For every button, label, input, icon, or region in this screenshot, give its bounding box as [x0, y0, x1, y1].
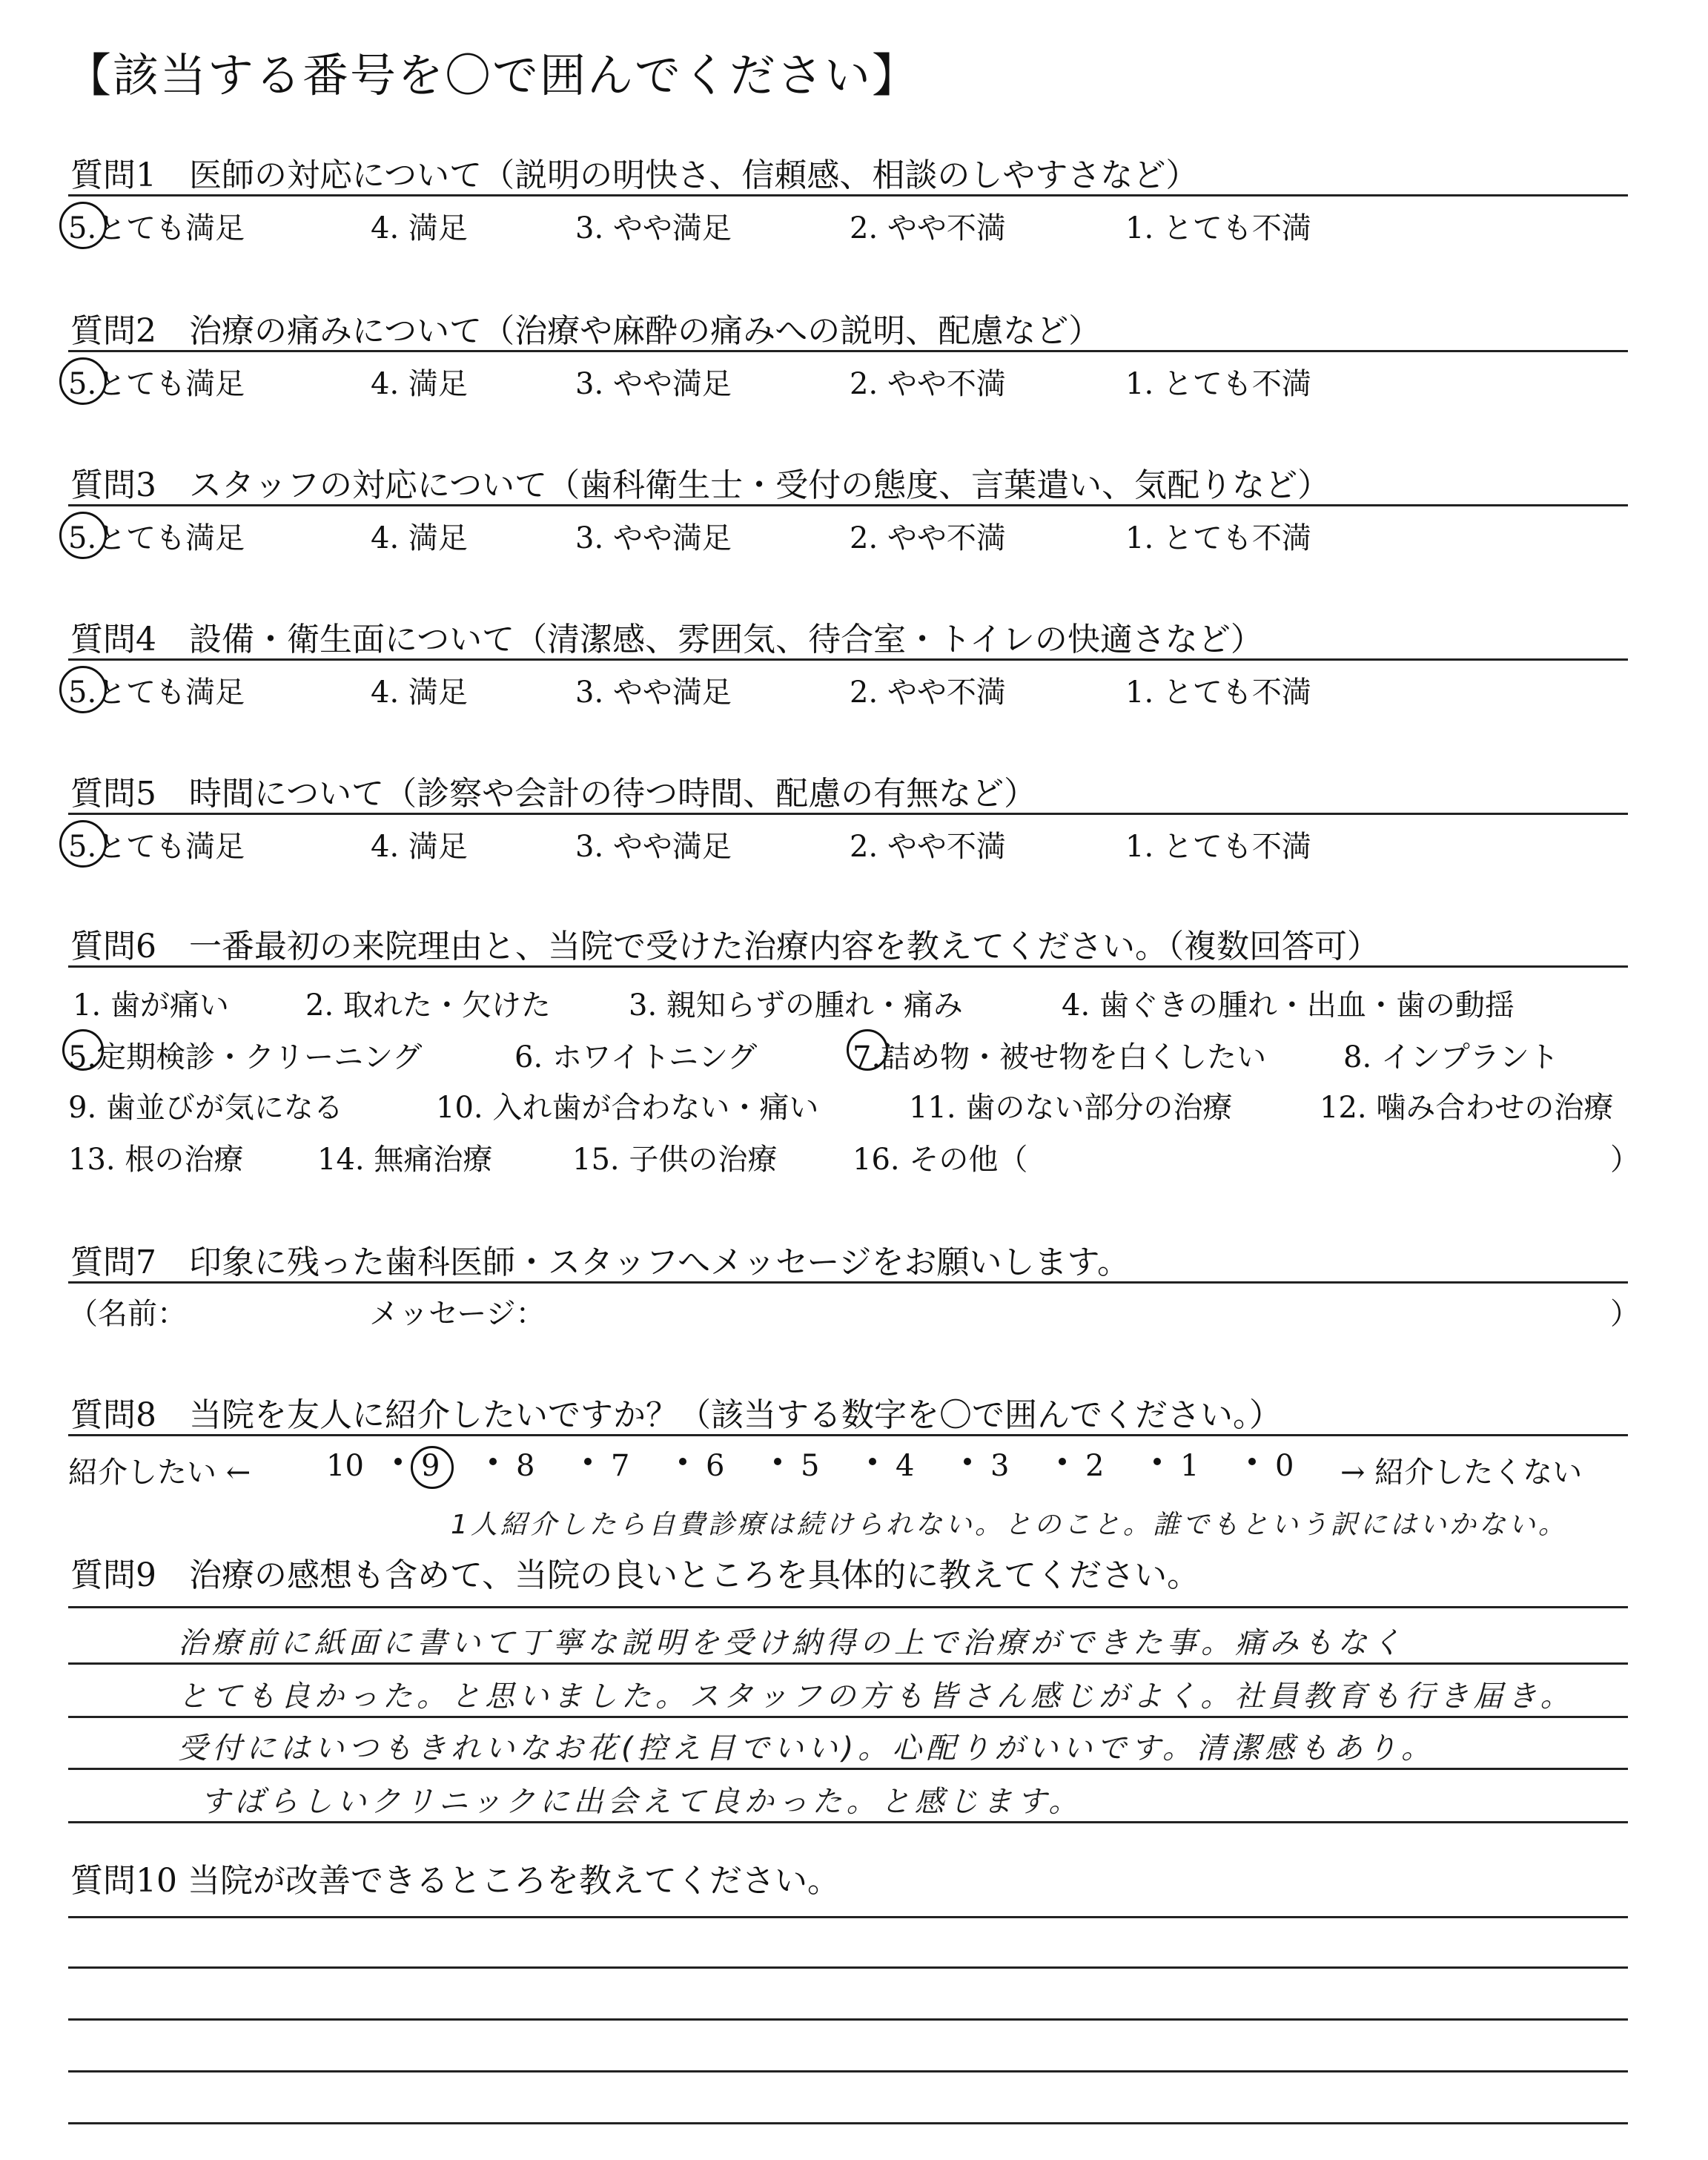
answer-rule — [68, 2018, 1628, 2021]
rating-option: 3. やや満足 — [575, 367, 732, 401]
scale-dot — [774, 1458, 781, 1465]
question-rule — [68, 194, 1628, 196]
q8-scale-number: 9 — [421, 1449, 440, 1483]
q8-scale-number: 4 — [896, 1449, 915, 1483]
scale-dot — [1248, 1458, 1256, 1465]
q8-scale-number: 0 — [1275, 1449, 1294, 1483]
rating-option: 3. やや満足 — [575, 521, 732, 555]
q6-item: 4. 歯ぐきの腫れ・出血・歯の動揺 — [1062, 988, 1515, 1023]
scale-dot — [679, 1458, 686, 1465]
q9-handwritten-line: すばらしいクリニックに出会えて良かった。と感じます。 — [200, 1785, 1083, 1819]
selection-circle — [59, 202, 107, 249]
q8-title: 質問8 当院を友人に紹介したいですか？（該当する数字を〇で囲んでください。） — [70, 1396, 1282, 1434]
answer-rule — [68, 1966, 1628, 1969]
question-title: 質問1 医師の対応について（説明の明快さ、信頼感、相談のしやすさなど） — [70, 156, 1199, 194]
q6-item: 9. 歯並びが気になる — [68, 1091, 343, 1125]
rating-option: 2. やや不満 — [850, 830, 1006, 864]
q6-item: 6. ホワイトニング — [514, 1040, 758, 1074]
q6-title: 質問6 一番最初の来院理由と、当院で受けた治療内容を教えてください。（複数回答可） — [70, 928, 1380, 965]
rating-option: 1. とても不満 — [1125, 521, 1311, 555]
answer-rule — [68, 1916, 1628, 1918]
q9-rule — [68, 1606, 1628, 1608]
scale-dot — [584, 1458, 592, 1465]
q7-message-label: メッセージ： — [369, 1297, 546, 1331]
q6-item: 14. 無痛治療 — [317, 1143, 493, 1177]
question-title: 質問5 時間について（診察や会計の待つ時間、配慮の有無など） — [70, 775, 1037, 813]
answer-rule — [68, 1662, 1628, 1665]
answer-rule — [68, 1821, 1628, 1823]
rating-option: 5.とても満足 — [68, 211, 245, 245]
q9-handwritten-line: とても良かった。と思いました。スタッフの方も皆さん感じがよく。社員教育も行き届き。 — [178, 1680, 1575, 1714]
rating-option: 5.とても満足 — [68, 676, 245, 710]
selection-circle — [411, 1446, 454, 1489]
answer-rule — [68, 2070, 1628, 2073]
page-header: 【該当する番号を〇で囲んでください】 — [65, 48, 920, 102]
q9-handwritten-line: 治療前に紙面に書いて丁寧な説明を受け納得の上で治療ができた事。痛みもなく — [178, 1626, 1406, 1660]
q6-item: 3. 親知らずの腫れ・痛み — [629, 988, 963, 1023]
scale-dot — [869, 1458, 876, 1465]
rating-option: 4. 満足 — [371, 211, 468, 245]
rating-option: 2. やや不満 — [850, 676, 1006, 710]
q6-item: 10. 入れ歯が合わない・痛い — [436, 1091, 819, 1125]
q8-scale-number: 1 — [1180, 1449, 1199, 1483]
rating-option: 1. とても不満 — [1125, 211, 1311, 245]
rating-option: 4. 満足 — [371, 830, 468, 864]
q10-title: 質問10 当院が改善できるところを教えてください。 — [70, 1862, 840, 1900]
question-title: 質問4 設備・衛生面について（清潔感、雰囲気、待合室・トイレの快適さなど） — [70, 621, 1263, 658]
q8-handwritten-note: 1人紹介したら自費診療は続けられない。とのこと。誰でもという訳にはいかない。 — [451, 1510, 1568, 1540]
q6-item: 5.定期検診・クリーニング — [68, 1040, 423, 1074]
q6-close-paren: ） — [1610, 1143, 1640, 1177]
rating-option: 2. やや不満 — [850, 521, 1006, 555]
q9-title: 質問9 治療の感想も含めて、当院の良いところを具体的に教えてください。 — [70, 1556, 1200, 1594]
answer-rule — [68, 1716, 1628, 1718]
question-title: 質問2 治療の痛みについて（治療や麻酔の痛みへの説明、配慮など） — [70, 312, 1102, 350]
rating-option: 5.とても満足 — [68, 521, 245, 555]
rating-option: 2. やや不満 — [850, 211, 1006, 245]
rating-option: 2. やや不満 — [850, 367, 1006, 401]
q6-item: 7.詰め物・被せ物を白くしたい — [853, 1040, 1267, 1074]
q8-scale-number: 7 — [611, 1449, 630, 1483]
q8-rule — [68, 1434, 1628, 1436]
q7-rule — [68, 1281, 1628, 1284]
rating-option: 3. やや満足 — [575, 676, 732, 710]
scale-dot — [489, 1458, 497, 1465]
q7-title: 質問7 印象に残った歯科医師・スタッフへメッセージをお願いします。 — [70, 1244, 1130, 1281]
q6-item: 8. インプラント — [1343, 1040, 1559, 1074]
scale-dot — [1153, 1458, 1161, 1465]
rating-option: 3. やや満足 — [575, 211, 732, 245]
q6-item: 12. 噛み合わせの治療 — [1320, 1091, 1614, 1125]
answer-rule — [68, 2122, 1628, 2124]
scale-dot — [964, 1458, 971, 1465]
selection-circle — [59, 666, 107, 713]
answer-rule — [68, 1768, 1628, 1770]
question-rule — [68, 504, 1628, 506]
q6-item: 15. 子供の治療 — [572, 1143, 778, 1177]
q6-rule — [68, 965, 1628, 968]
q8-right-label: → 紹介したくない — [1340, 1456, 1583, 1490]
q7-close-paren: ） — [1610, 1297, 1640, 1331]
q8-left-label: 紹介したい ← — [68, 1456, 251, 1490]
q8-scale-number: 3 — [990, 1449, 1010, 1483]
q9-handwritten-line: 受付にはいつもきれいなお花(控え目でいい)。心配りがいいです。清潔感もあり。 — [178, 1731, 1436, 1766]
q8-scale-number: 10 — [326, 1449, 364, 1483]
question-rule — [68, 813, 1628, 815]
selection-circle — [62, 1029, 104, 1071]
q6-item: 16. その他（ — [853, 1143, 1028, 1177]
scale-dot — [1059, 1458, 1066, 1465]
selection-circle — [59, 357, 107, 405]
selection-circle — [59, 820, 107, 868]
rating-option: 3. やや満足 — [575, 830, 732, 864]
selection-circle — [847, 1029, 888, 1071]
q6-item: 13. 根の治療 — [68, 1143, 244, 1177]
q8-scale-number: 2 — [1085, 1449, 1105, 1483]
q6-item: 2. 取れた・欠けた — [305, 988, 551, 1023]
rating-option: 5.とても満足 — [68, 367, 245, 401]
q8-scale-number: 6 — [706, 1449, 725, 1483]
rating-option: 1. とても不満 — [1125, 830, 1311, 864]
q8-scale-number: 5 — [801, 1449, 820, 1483]
rating-option: 4. 満足 — [371, 521, 468, 555]
q6-item: 11. 歯のない部分の治療 — [909, 1091, 1233, 1125]
q6-item: 1. 歯が痛い — [73, 988, 229, 1023]
rating-option: 1. とても不満 — [1125, 367, 1311, 401]
question-rule — [68, 658, 1628, 661]
q8-scale-number: 8 — [516, 1449, 535, 1483]
rating-option: 4. 満足 — [371, 367, 468, 401]
selection-circle — [59, 512, 107, 559]
rating-option: 4. 満足 — [371, 676, 468, 710]
rating-option: 1. とても不満 — [1125, 676, 1311, 710]
question-title: 質問3 スタッフの対応について（歯科衛生士・受付の態度、言葉遣い、気配りなど） — [70, 466, 1331, 504]
scale-dot — [394, 1458, 402, 1465]
q7-name-label: （名前： — [68, 1297, 187, 1331]
rating-option: 5.とても満足 — [68, 830, 245, 864]
question-rule — [68, 350, 1628, 352]
